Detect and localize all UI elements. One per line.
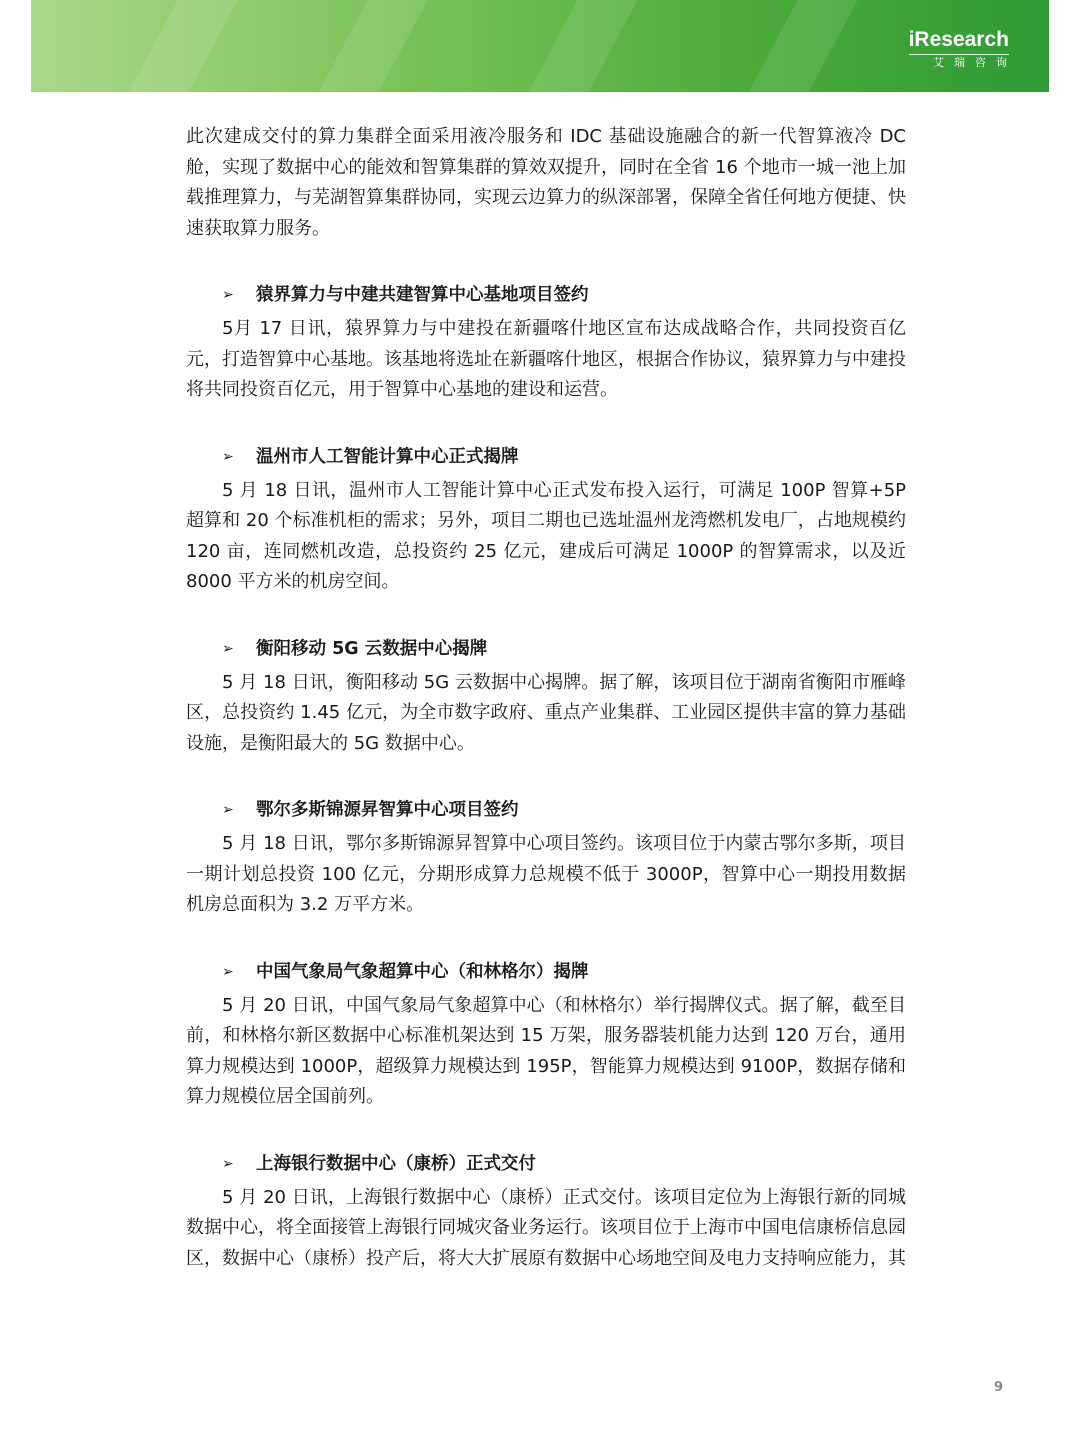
banner-stripe [514,0,648,92]
news-body: 5 月 20 日讯，中国气象局气象超算中心（和林格尔）举行揭牌仪式。据了解，截至目前，和林格尔新区数据中心标准机架达到 15 万架，服务器装机能力达到 120 万台，通用算力规模达到 1000P，超级算力规模达到 195P，智能算力规模达到 9100P，数据存储和算力规模位居全国前列。 [186,994,906,1107]
news-heading [186,280,906,310]
news-heading [186,442,906,472]
intro-paragraph: 此次建成交付的算力集群全面采用液冷服务和 IDC 基础设施融合的新一代智算液冷 DC 舱，实现了数据中心的能效和智算集群的算效双提升，同时在全省 16 个地市一城一池上加载推理算力，与芜湖智算集群协同，实现云边算力的纵深部署，保障全省任何地方便捷、快速获取算力服务。 [186,126,906,239]
arrow-bullet-icon: ➢ [222,287,234,303]
news-title: 鄂尔多斯锦源昇智算中心项目签约 [256,800,519,820]
banner-stripe [304,0,438,92]
news-body: 5月 17 日讯，猿界算力与中建投在新疆喀什地区宣布达成战略合作，共同投资百亿元，打造智算中心基地。该基地将选址在新疆喀什地区，根据合作协议，猿界算力与中建投将共同投资百亿元，用于智算中心基地的建设和运营。 [186,318,906,400]
news-title: 上海银行数据中心（康桥）正式交付 [256,1153,536,1174]
logo-text: iResearch [909,28,1009,55]
news-heading [186,957,906,987]
arrow-bullet-icon: ➢ [222,1155,234,1172]
news-heading [186,634,906,664]
news-body: 5 月 18 日讯，温州市人工智能计算中心正式发布投入运行，可满足 100P 智算+5P 超算和 20 个标准机柜的需求；另外，项目二期也已选址温州龙湾燃机发电厂，占地规模约 120 亩，连同燃机改造，总投资约 25 亿元，建成后可满足 1000P 的智算需求，以及近 8000 平方米的机房空间。 [186,479,906,592]
news-title: 中国气象局气象超算中心（和林格尔）揭牌 [256,961,589,982]
arrow-bullet-icon: ➢ [222,640,234,657]
arrow-bullet-icon: ➢ [222,802,234,818]
header-banner [31,0,1049,92]
news-title: 温州市人工智能计算中心正式揭牌 [256,446,519,467]
news-body: 5 月 18 日讯，鄂尔多斯锦源昇智算中心项目签约。该项目位于内蒙古鄂尔多斯，项目一期计划总投资 100 亿元，分期形成算力总规模不低于 3000P，智算中心一期投用数据机房总面积为 3.2 万平方米。 [186,833,906,915]
banner-stripe [734,0,868,92]
news-title: 衡阳移动 5G 云数据中心揭牌 [256,638,488,659]
banner-stripe [114,0,248,92]
news-body: 5 月 20 日讯，上海银行数据中心（康桥）正式交付。该项目定位为上海银行新的同城数据中心，将全面接管上海银行同城灾备业务运行。该项目位于上海市中国电信康桥信息园区，数据中心（康桥）投产后，将大大扩展原有数据中心场地空间及电力支持响应能力，其 [186,1186,906,1269]
article-body [186,122,906,1274]
news-heading [186,1149,906,1179]
news-title: 猿界算力与中建共建智算中心基地项目签约 [256,285,589,305]
iresearch-logo [908,28,1017,71]
news-heading [186,795,906,825]
arrow-bullet-icon: ➢ [222,963,234,980]
page-number: 9 [994,1380,1004,1395]
logo-subtext: 艾瑞咨询 [933,56,1017,69]
news-body: 5 月 18 日讯，衡阳移动 5G 云数据中心揭牌。据了解，该项目位于湖南省衡阳市雁峰区，总投资约 1.45 亿元，为全市数字政府、重点产业集群、工业园区提供丰富的算力基础设施，是衡阳最大的 5G 数据中心。 [186,671,906,754]
arrow-bullet-icon: ➢ [222,448,234,465]
